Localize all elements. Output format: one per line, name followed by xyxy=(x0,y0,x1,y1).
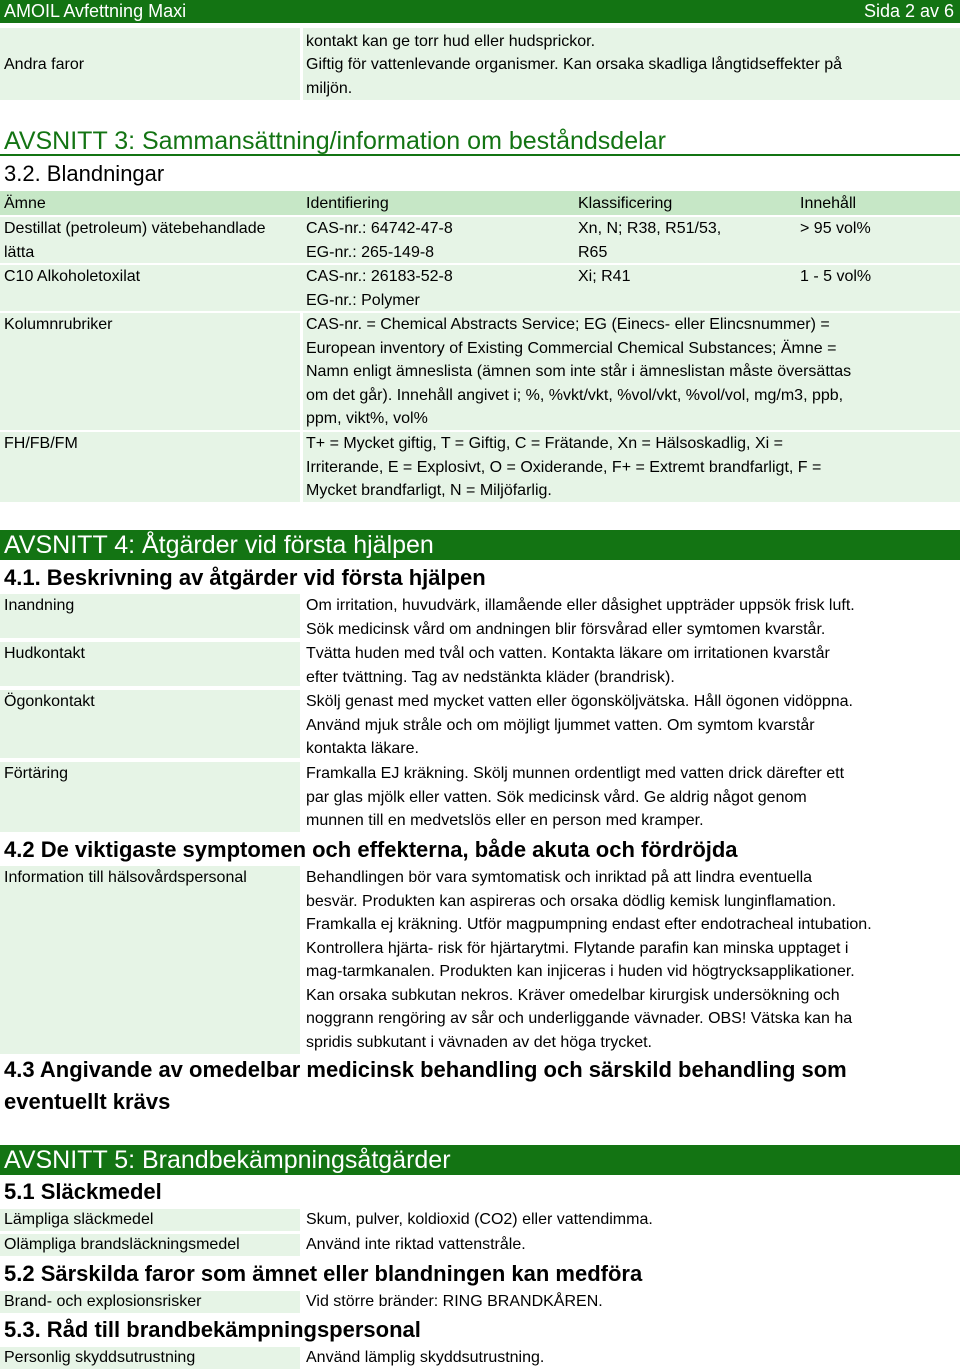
health-info-label-cell xyxy=(0,866,300,1054)
page-number: Sida 2 av 6 xyxy=(863,1,954,21)
row1-classification: Xn, N; R38, R51/53, R65 xyxy=(578,220,722,261)
col-header-classification: Klassificering xyxy=(578,195,673,212)
section-4-3-title: 4.3 Angivande av omedelbar medicinsk behandling och särskild behandling som eventuellt krävs xyxy=(4,1057,847,1114)
other-hazards-line1: kontakt kan ge torr hud eller hudsprickor. xyxy=(306,33,596,50)
section-5-3-title: 5.3. Råd till brandbekämpningspersonal xyxy=(4,1317,421,1342)
column-notes-text: CAS-nr. = Chemical Abstracts Service; EG (Einecs- eller Elincsnummer) = European inventory of Existing Commercial Chemical Substances; Ämne = Namn enligt ämneslista (ämnen som inte står i ämneslistan måste översättas om det går). Innehåll angivet i; %, %vkt/vkt, %vol/vkt, %vol/vol, mg/m3, ppb, ppm, vikt%, vol% xyxy=(306,316,852,427)
ppe-label: Personlig skyddsutrustning xyxy=(4,1349,196,1366)
product-name: AMOIL Avfettning Maxi xyxy=(4,1,187,21)
unsuitable-media-text: Använd inte riktad vattenstråle. xyxy=(306,1236,526,1253)
suitable-media-label: Lämpliga släckmedel xyxy=(4,1211,154,1228)
ingestion-text: Framkalla EJ kräkning. Skölj munnen ordentligt med vatten drick därefter ett par glas mjölk eller vatten. Sök medicinsk vård. Ge aldrig något genom munnen till en medvetslös eller en person med kramper. xyxy=(306,765,845,829)
section-3-title: AVSNITT 3: Sammansättning/information om beståndsdelar xyxy=(0,126,960,156)
hazard-symbols-label: FH/FB/FM xyxy=(4,435,78,452)
section-4-title: AVSNITT 4: Åtgärder vid första hjälpen xyxy=(0,530,960,560)
col-header-substance: Ämne xyxy=(4,195,46,212)
ingestion-label: Förtäring xyxy=(4,765,69,782)
other-hazards-line2: Giftig för vattenlevande organismer. Kan orsaka skadliga långtidseffekter på miljön. xyxy=(306,56,843,97)
eye-contact-text: Skölj genast med mycket vatten eller ögonsköljvätska. Håll ögonen vidöppna. Använd mjuk stråle och om möjligt ljummet vatten. Om symtom kvarstår kontakta läkare. xyxy=(306,693,853,757)
eye-contact-label: Ögonkontakt xyxy=(4,693,95,710)
row2-content: 1 - 5 vol% xyxy=(800,268,872,285)
row1-substance: Destillat (petroleum) vätebehandlade lätta xyxy=(4,220,266,261)
ppe-text: Använd lämplig skyddsutrustning. xyxy=(306,1349,545,1366)
skin-contact-label: Hudkontakt xyxy=(4,645,85,662)
row2-identification: CAS-nr.: 26183-52-8 EG-nr.: Polymer xyxy=(306,268,453,309)
unsuitable-media-label: Olämpliga brandsläckningsmedel xyxy=(4,1236,240,1253)
row1-content: > 95 vol% xyxy=(800,220,871,237)
col-header-identification: Identifiering xyxy=(306,195,389,212)
section-5-title: AVSNITT 5: Brandbekämpningsåtgärder xyxy=(0,1145,960,1175)
section-5-2-title: 5.2 Särskilda faror som ämnet eller blandningen kan medföra xyxy=(4,1261,643,1286)
section-5-1-title: 5.1 Släckmedel xyxy=(4,1179,162,1204)
inhalation-text: Om irritation, huvudvärk, illamående eller dåsighet uppträder uppsök frisk luft. Sök medicinsk vård om andningen blir försvårad eller symtomen kvarstår. xyxy=(306,597,855,638)
inhalation-label: Inandning xyxy=(4,597,75,614)
fire-risk-label: Brand- och explosionsrisker xyxy=(4,1293,202,1310)
section-4-1-title: 4.1. Beskrivning av åtgärder vid första hjälpen xyxy=(4,565,486,590)
section-4-2-title: 4.2 De viktigaste symptomen och effekterna, både akuta och fördröjda xyxy=(4,837,738,862)
column-notes-label: Kolumnrubriker xyxy=(4,316,113,333)
skin-contact-text: Tvätta huden med tvål och vatten. Kontakta läkare om irritationen kvarstår efter tvättning. Tag av nedstänkta kläder (brandrisk). xyxy=(306,645,830,686)
other-hazards-label: Andra faror xyxy=(4,56,85,73)
health-info-text: Behandlingen bör vara symtomatisk och inriktad på att lindra eventuella besvär. Produkten kan aspireras och orsaka dödlig kemisk lunginflamation. Framkalla ej kräkning. Utför magpumpning endast efter endotracheal intubation. Kontrollera hjärta- risk för hjärtarytmi. Flytande parafin kan minska upptaget i mag-tarmkanalen. Produkten kan injiceras i huden vid högtrycksapplikationer. Kan orsaka subkutan nekros. Kräver omedelbar kirurgisk undersökning och noggrann rengöring av sår och underliggande vävnader. OBS! Vätska kan ha spridis subkutant i vävnaden av det höga trycket. xyxy=(306,869,872,1051)
suitable-media-text: Skum, pulver, koldioxid (CO2) eller vattendimma. xyxy=(306,1211,653,1228)
row1-identification: CAS-nr.: 64742-47-8 EG-nr.: 265-149-8 xyxy=(306,220,453,261)
health-info-label: Information till hälsovårdspersonal xyxy=(4,869,247,886)
hazard-symbols-text: T+ = Mycket giftig, T = Giftig, C = Frätande, Xn = Hälsoskadlig, Xi = Irriterande, E = Explosivt, O = Oxiderande, F+ = Extremt brandfarligt, F = Mycket brandfarligt, N = Miljöfarlig. xyxy=(306,435,822,499)
fire-risk-text: Vid större bränder: RING BRANDKÅREN. xyxy=(306,1293,603,1310)
section-3-2-title: 3.2. Blandningar xyxy=(4,161,165,186)
col-header-content: Innehåll xyxy=(800,195,857,212)
row2-classification: Xi; R41 xyxy=(578,268,631,285)
row2-substance: C10 Alkoholetoxilat xyxy=(4,268,141,285)
